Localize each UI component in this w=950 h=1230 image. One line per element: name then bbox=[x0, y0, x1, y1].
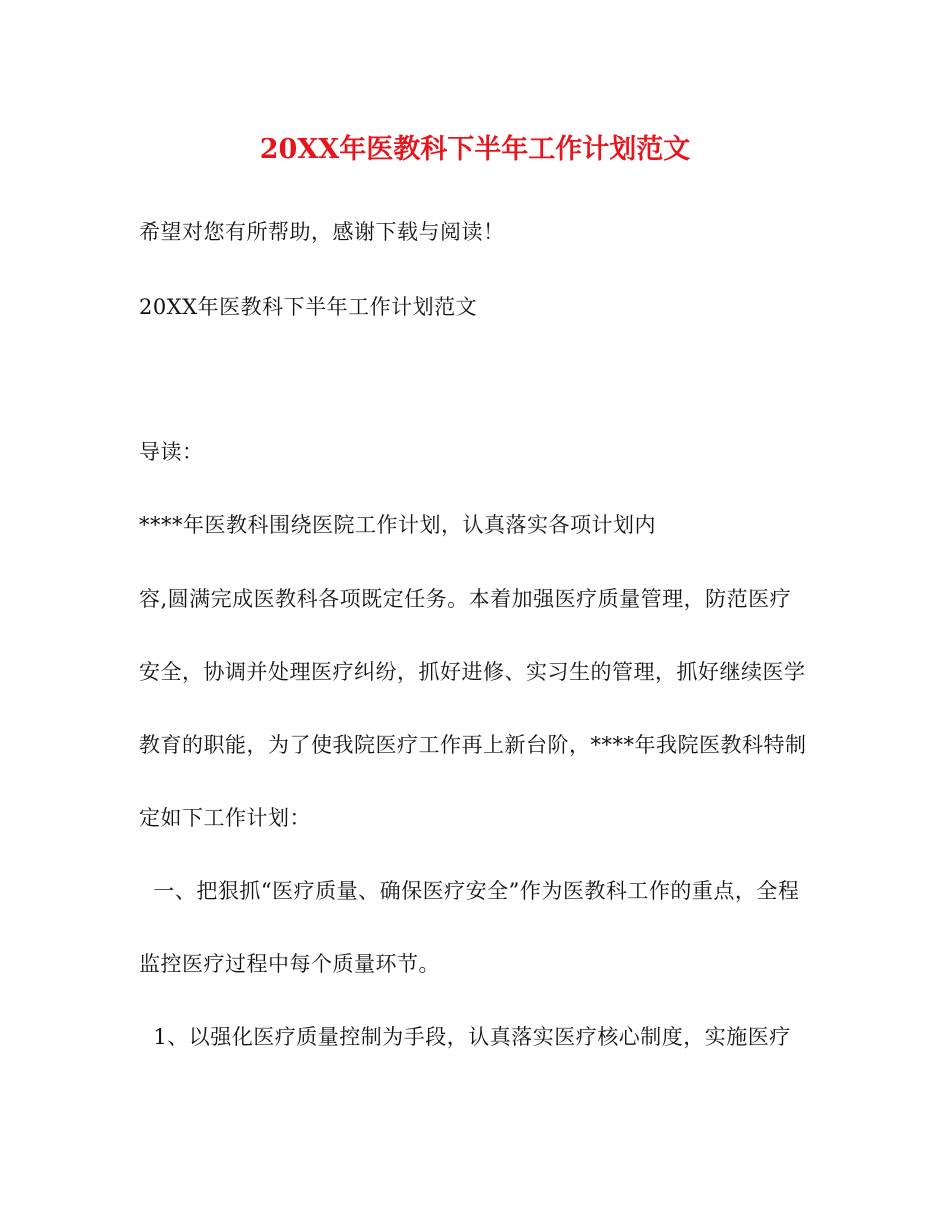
intro-greeting-line: 希望对您有所帮助，感谢下载与阅读！ bbox=[139, 220, 505, 244]
body-line: 安全，协调并处理医疗纠纷，抓好进修、实习生的管理，抓好继续医学 bbox=[139, 660, 806, 684]
guide-heading: 导读： bbox=[139, 440, 204, 464]
subtitle-line: 20XX年医教科下半年工作计划范文 bbox=[139, 295, 478, 319]
body-line: 教育的职能，为了使我院医疗工作再上新台阶，****年我院医教科特制 bbox=[139, 733, 807, 757]
body-line: 容,圆满完成医教科各项既定任务。本着加强医疗质量管理，防范医疗 bbox=[139, 587, 792, 611]
list-item-line: 1、以强化医疗质量控制为手段，认真落实医疗核心制度，实施医疗 bbox=[139, 1025, 791, 1049]
document-title: 20XX年医教科下半年工作计划范文 bbox=[259, 134, 691, 165]
body-line: 监控医疗过程中每个质量环节。 bbox=[139, 952, 440, 976]
body-line: ****年医教科围绕医院工作计划，认真落实各项计划内 bbox=[139, 513, 656, 537]
body-line: 定如下工作计划： bbox=[139, 806, 311, 830]
section-heading-line: 一、把狠抓“医疗质量、确保医疗安全”作为医教科工作的重点，全程 bbox=[139, 879, 800, 903]
